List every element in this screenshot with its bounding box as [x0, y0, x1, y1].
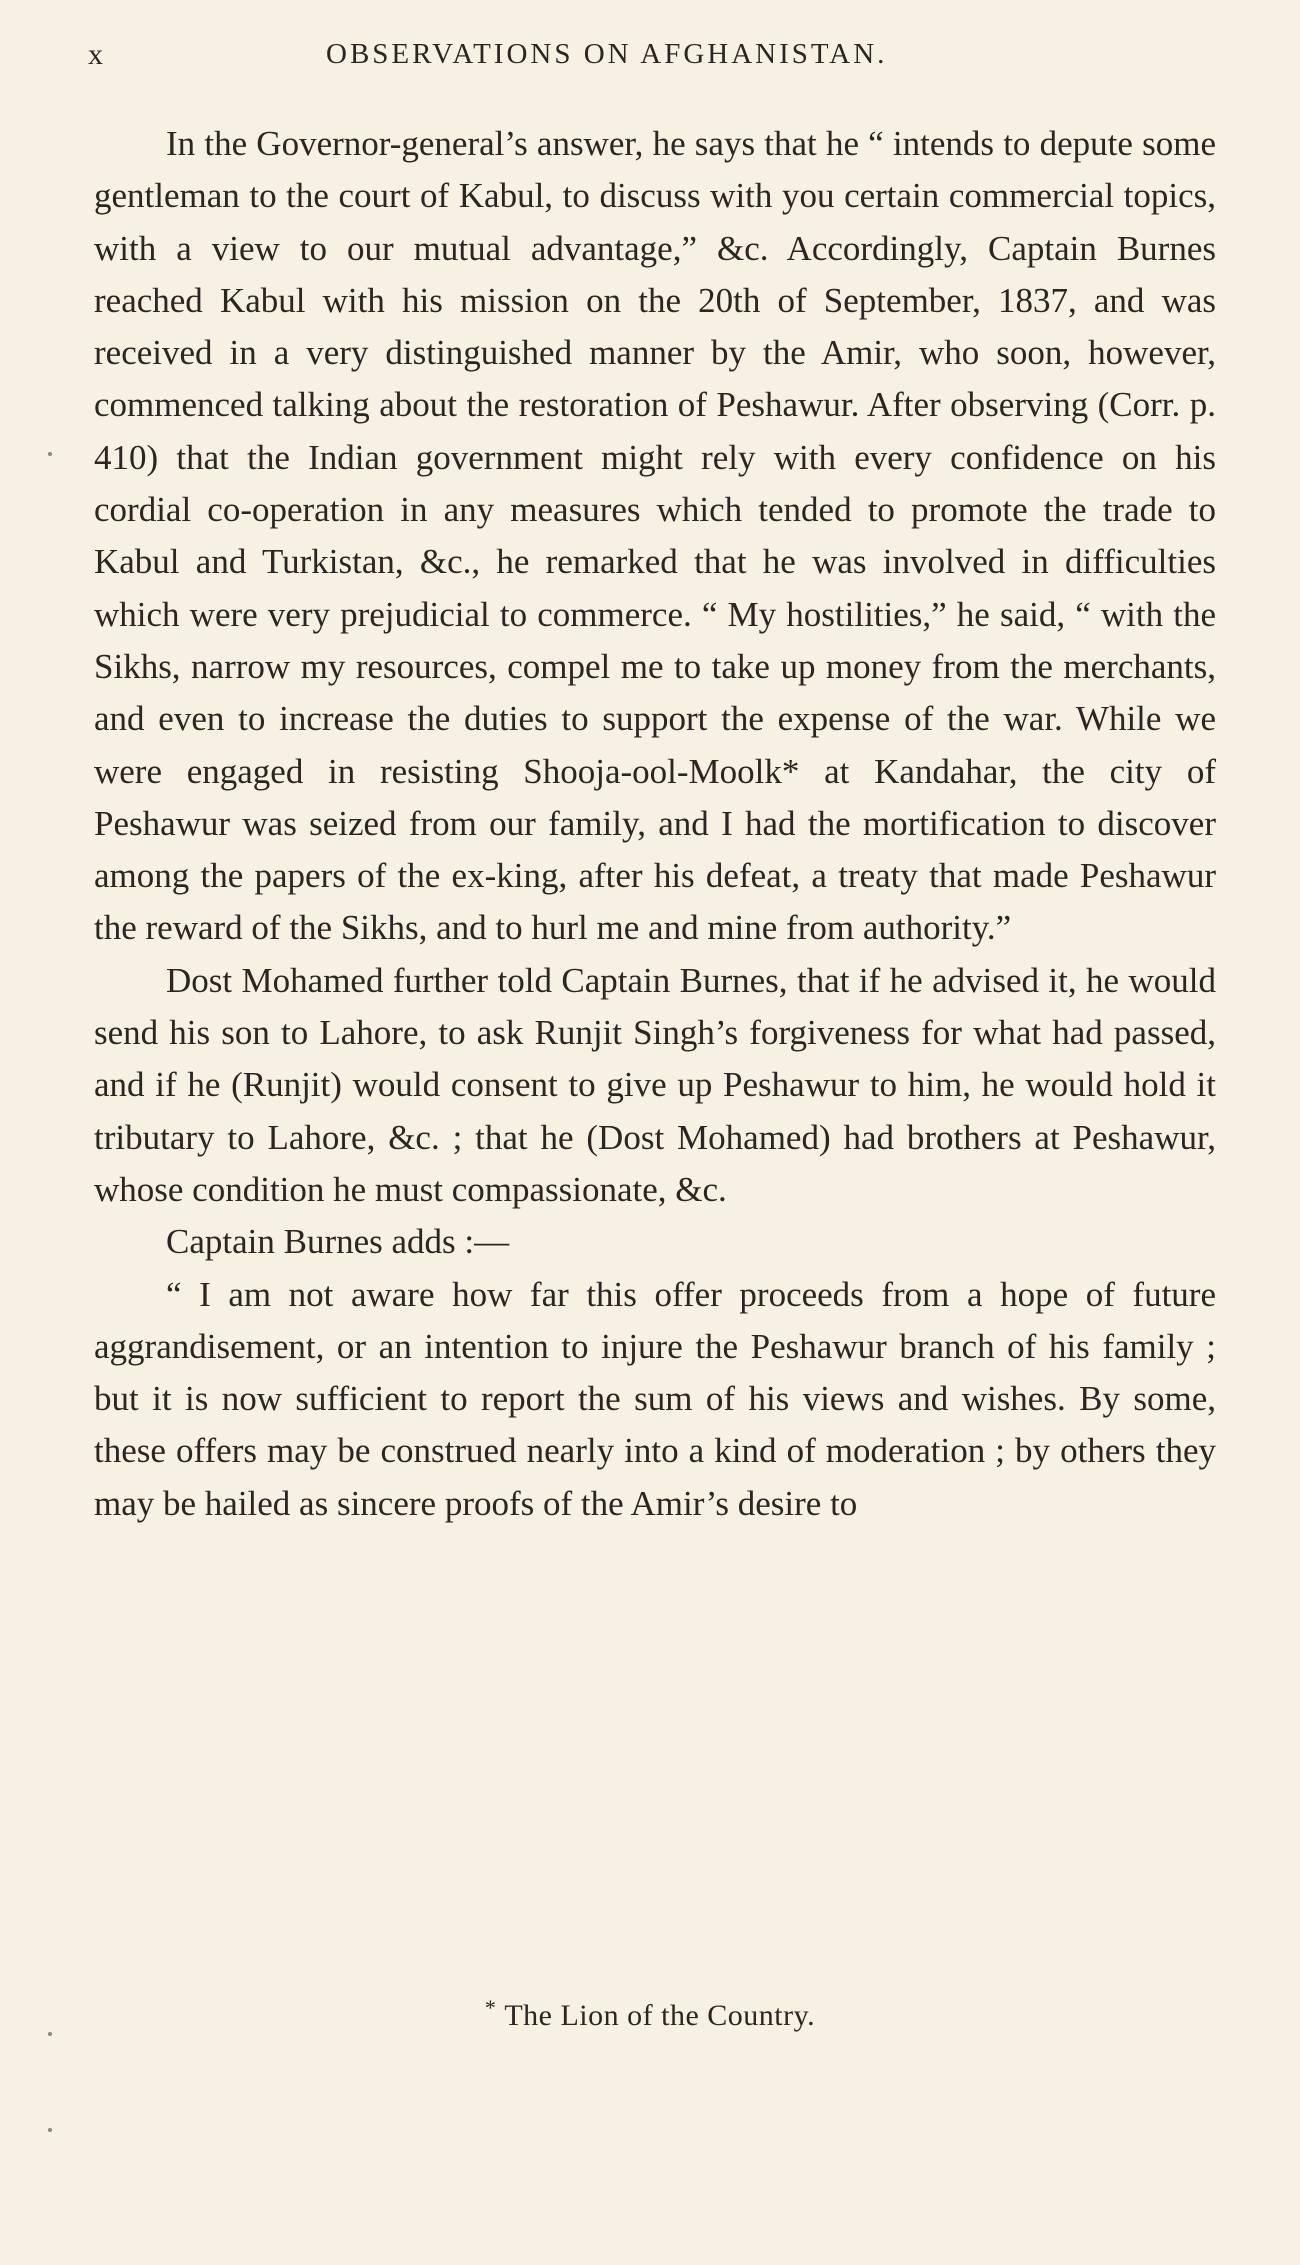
paragraph: In the Governor-general’s answer, he says that he “ intends to depute some gentleman to the court of Kabul, to discuss with you certain commercial topics, with a view to our mutual advantage,” &c. Accordingly, Captain Burnes reached Kabul with his mission on the 20th of September, 1837, and was received in a very distinguished manner by the Amir, who soon, however, commenced talking about the restoration of Peshawur. After observing (Corr. p. 410) that the Indian government might rely with every confidence on his cordial co-operation in any measures which tended to promote the trade to Kabul and Turkistan, &c., he remarked that he was involved in difficulties which were very prejudicial to commerce. “ My hostilities,” he said, “ with the Sikhs, narrow my resources, compel me to take up money from the merchants, and even to increase the duties to support the expense of the war. While we were engaged in resisting Shooja-ool-Moolk* at Kandahar, the city of Peshawur was seized from our family, and I had the mortification to discover among the papers of the ex-king, after his defeat, a treaty that made Peshawur the reward of the Sikhs, and to hurl me and mine from authority.”: [94, 124, 1216, 948]
main-text: [94, 118, 1216, 1530]
margin-speck: [48, 2032, 52, 2036]
footnote-text: The Lion of the Country.: [504, 1999, 816, 2032]
paragraph: Dost Mohamed further told Captain Burnes, that if he advised it, he would send his son to Lahore, to ask Runjit Singh’s forgiveness for what had passed, and if he (Runjit) would consent to give up Peshawur to him, he would hold it tributary to Lahore, &c. ; that he (Dost Mohamed) had brothers at Peshawur, whose condition he must compassionate, &c.: [94, 960, 1216, 1209]
margin-speck: [48, 452, 52, 456]
paragraph: Captain Burnes adds :—: [166, 1222, 510, 1262]
running-title: OBSERVATIONS ON AFGHANISTAN.: [326, 38, 888, 70]
footnote-mark: *: [484, 1995, 497, 2020]
page-number: x: [88, 38, 105, 71]
running-head: [88, 38, 1218, 82]
footnote: [0, 1995, 1300, 2033]
margin-speck: [48, 2128, 52, 2132]
paragraph: “ I am not aware how far this offer proceeds from a hope of future aggrandisement, or an intention to injure the Peshawur branch of his family ; but it is now sufficient to report the sum of his views and wishes. By some, these offers may be construed nearly into a kind of moderation ; by others they may be hailed as sincere proofs of the Amir’s desire to: [94, 1274, 1216, 1523]
